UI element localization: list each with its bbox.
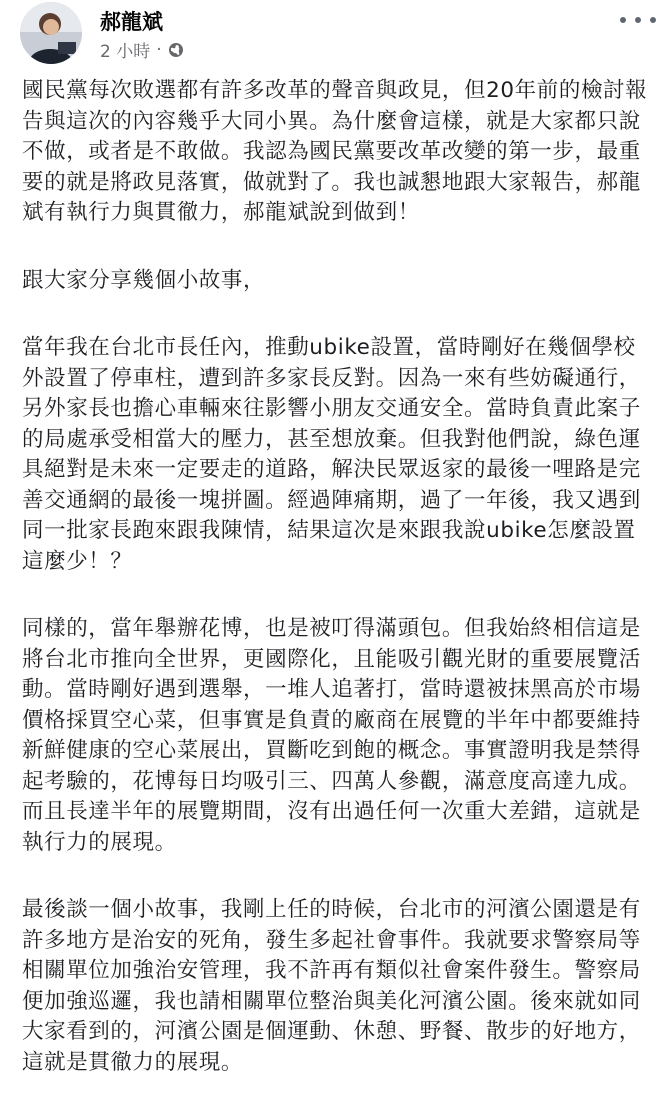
post-paragraph: 國民黨每次敗選都有許多改革的聲音與政見，但20年前的檢討報告與這次的內容幾乎大同小異。為什麼會這樣，就是大家都只說不做，或者是不敢做。我認為國民黨要改革改變的第一步，最重要的就是將政見落實，做就對了。我也誠懇地跟大家報告，郝龍斌有執行力與貫徹力，郝龍斌說到做到！: [22, 78, 648, 225]
post-body: [22, 76, 652, 1115]
globe-icon[interactable]: [168, 42, 184, 58]
post-paragraph: 跟大家分享幾個小故事，: [22, 267, 266, 293]
post-timestamp[interactable]: 2 小時: [100, 42, 151, 62]
post-header: [0, 0, 670, 72]
meta-separator: ·: [156, 39, 162, 60]
post-paragraph: 當年我在台北市長任內，推動ubike設置，當時剛好在幾個學校外設置了停車柱，遭到許多家長反對。因為一來有些妨礙通行，另外家長也擔心車輛來往影響小朋友交通安全。當時負責此案子的局處承受相當大的壓力，甚至想放棄。但我對他們說，綠色運具絕對是未來一定要走的道路，解決民眾返家的最後一哩路是完善交通網的最後一塊拼圖。經過陣痛期，過了一年後，我又遇到同一批家長跑來跟我陳情，結果這次是來跟我說ubike怎麼設置這麼少！？: [22, 335, 641, 574]
profile-photo: [20, 2, 82, 64]
author-name[interactable]: 郝龍斌: [100, 10, 163, 34]
post-paragraph: 最後談一個小故事，我剛上任的時候，台北市的河濱公園還是有許多地方是治安的死角，發生多起社會事件。我就要求警察局等相關單位加強治安管理，我不許再有類似社會案件發生。警察局便加強巡邏，我也請相關單位整治與美化河濱公園。後來就如同大家看到的，河濱公園是個運動、休憩、野餐、散步的好地方，這就是貫徹力的展現。: [22, 897, 641, 1075]
more-options-icon[interactable]: [620, 8, 656, 32]
post-meta: [100, 37, 184, 62]
post-paragraph: 同樣的，當年舉辦花博，也是被叮得滿頭包。但我始終相信這是將台北市推向全世界，更國際化，且能吸引觀光財的重要展覽活動。當時剛好遇到選舉，一堆人追著打，當時還被抹黑高於市場價格採買空心菜，但事實是負責的廠商在展覽的半年中都要維持新鮮健康的空心菜展出，買斷吃到飽的概念。事實證明我是禁得起考驗的，花博每日均吸引三、四萬人參觀，滿意度高達九成。而且長達半年的展覽期間，沒有出過任何一次重大差錯，這就是執行力的展現。: [22, 616, 641, 855]
avatar[interactable]: [20, 2, 82, 64]
